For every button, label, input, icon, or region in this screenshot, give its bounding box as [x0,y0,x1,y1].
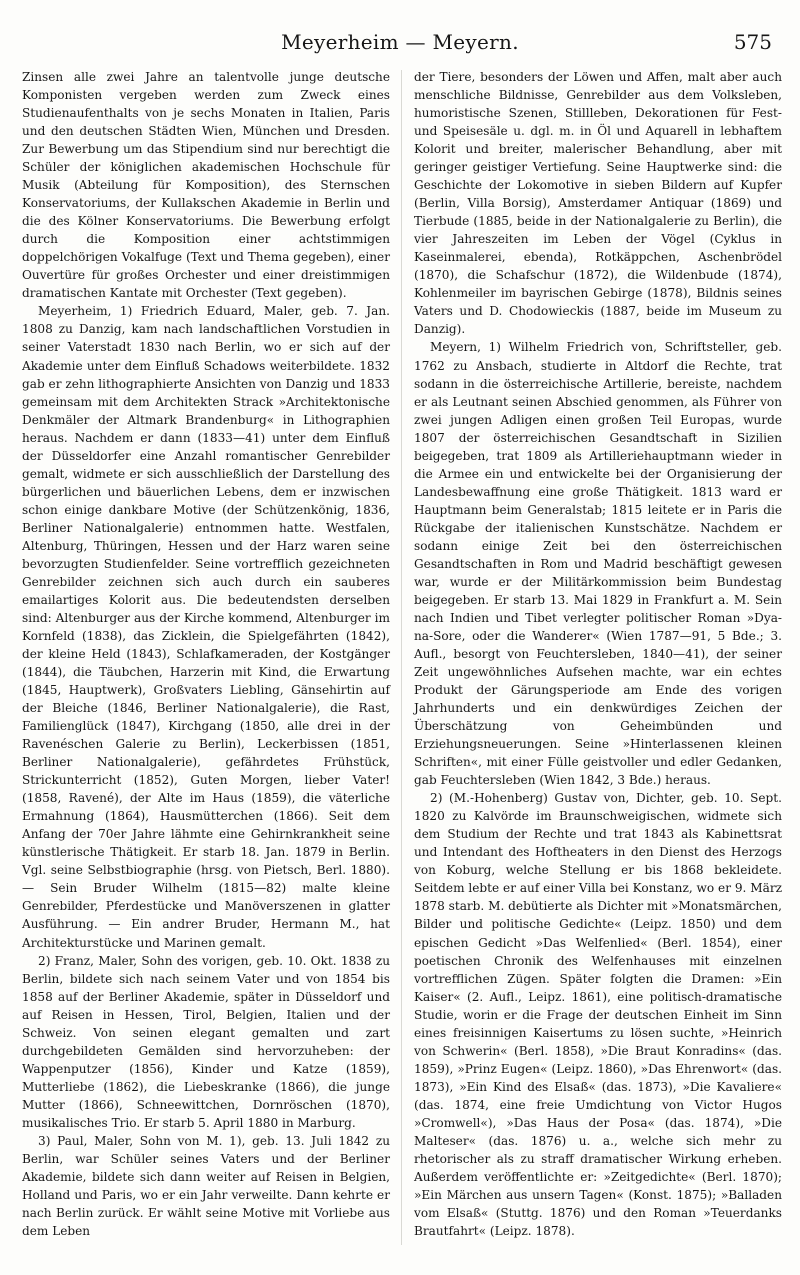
entry-meyern: Meyern, 1) Wilhelm Friedrich von, Schriftsteller, geb. 1762 zu Ansbach, studierte in Altdorf die Rechte, trat sodann in die österreichische Artillerie, bereiste, nachdem er als Leutnant seinen Abschied genommen, als Führer von zwei jungen Adligen einen großen Teil Europas, wurde 1807 der österreichischen Gesandtschaft in Sizilien beigegeben, trat 1809 als Artilleriehauptmann wieder in die Armee ein und entwickelte bei der Organisierung der Landesbewaffnung eine große Thätigkeit. 1813 ward er Hauptmann beim Generalstab; 1815 leitete er in Paris die Rückgabe der italienischen Kunstschätze. Nachdem er sodann einige Zeit bei den österreichischen Gesandtschaften in Rom und Madrid beschäftigt gewesen war, wurde er der Militärkommission beim Bundestag beigegeben. Er starb 13. Mai 1829 in Frankfurt a. M. Sein nach Indien und Tibet verlegter politischer Roman »Dya-na-Sore, oder die Wanderer« (Wien 1787—91, 5 Bde.; 3. Aufl., besorgt von Feuchtersleben, 1840—41), der seiner Zeit ungewöhnliches Aufsehen machte, war ein echtes Produkt der Gärungsperiode am Ende des vorigen Jahrhunderts und ein denkwürdiges Zeichen der Überschätzung von Geheimbünden und Erziehungsneuerungen. Seine »Hinterlassenen kleinen Schriften«, mit einer Fülle geistvoller und edler Gedanken, gab Feuchtersleben (Wien 1842, 3 Bde.) heraus. [414,340,782,788]
page-header [0,28,800,58]
column-divider [401,70,402,1245]
page-number: 575 [733,30,772,54]
entry-meyern-gustav: 2) (M.-Hohenberg) Gustav von, Dichter, geb. 10. Sept. 1820 zu Kalvörde im Braunschweigischen, widmete sich dem Studium der Rechte und trat 1843 als Kabinettsrat und Intendant des Hoftheaters in den Dienst des Herzogs von Koburg, welche Stellung er bis 1868 bekleidete. Seitdem lebte er auf einer Villa bei Konstanz, wo er 9. März 1878 starb. M. debütierte als Dichter mit »Monatsmärchen, Bilder und politische Gedichte« (Leipz. 1850) und dem epischen Gedicht »Das Welfenlied« (Berl. 1854), einer poetischen Chronik des Welfenhauses mit einzelnen vortrefflichen Zügen. Später folgten die Dramen: »Ein Kaiser« (2. Aufl., Leipz. 1861), eine politisch-dramatische Studie, worin er die Frage der deutschen Einheit im Sinn eines freisinnigen Kaisertums zu lösen suchte, »Heinrich von Schwerin« (Berl. 1858), »Die Braut Konradins« (das. 1859), »Prinz Eugen« (Leipz. 1860), »Das Ehrenwort« (das. 1873), »Ein Kind des Elsaß« (das. 1873), »Die Kavaliere« (das. 1874, eine freie Umdichtung von Victor Hugos »Cromwell«), »Das Haus der Posa« (das. 1874), »Die Malteser« (das. 1876) u. a., welche sich mehr zu rhetorischer als zu straff dramatischer Wirkung erheben. Außerdem veröffentlichte er: »Zeitgedichte« (Berl. 1870); »Ein Märchen aus unsern Tagen« (Konst. 1875); »Balladen vom Elsaß« (Stuttg. 1876) und den Roman »Teuerdanks Brautfahrt« (Leipz. 1878). [414,791,783,1238]
paragraph: Zinsen alle zwei Jahre an talentvolle junge deutsche Komponisten vergeben werden zum Zweck eines Studienaufenthalts von je sechs Monaten in Italien, Paris und den deutschen Städten Wien, München und Dresden. Zur Bewerbung um das Stipendium sind nur berechtigt die Schüler der königlichen akademischen Hochschule für Musik (Abteilung für Komposition), des Sternschen Konservatoriums, der Kullakschen Akademie in Berlin und die des Kölner Konservatoriums. Die Bewerbung erfolgt durch die Komposition einer achtstimmigen doppelchörigen Vokalfuge (Text und Thema gegeben), einer Ouvertüre für großes Orchester und einer dreistimmigen dramatischen Kantate mit Orchester (Text gegeben). [22,70,390,301]
running-head: Meyerheim — Meyern. [281,30,519,54]
entry-meyerheim: Meyerheim, 1) Friedrich Eduard, Maler, geb. 7. Jan. 1808 zu Danzig, kam nach landschaftlichen Vorstudien in seiner Vaterstadt 1830 nach Berlin, wo er sich auf der Akademie unter dem Einfluß Schadows weiterbildete. 1832 gab er zehn lithographierte Ansichten von Danzig und 1833 gemeinsam mit dem Architekten Strack »Architektonische Denkmäler der Altmark Brandenburg« in Lithographien heraus. Nachdem er dann (1833—41) unter dem Einfluß der Düsseldorfer eine Anzahl romantischer Genrebilder gemalt, widmete er sich ausschließlich der Darstellung des bürgerlichen und bäuerlichen Lebens, dem er inzwischen schon einige dankbare Motive (der Schützenkönig, 1836, Berliner Nationalgalerie) entnommen hatte. Westfalen, Altenburg, Thüringen, Hessen und der Harz waren seine bevorzugten Studienfelder. Seine vortrefflich gezeichneten Genrebilder zeichnen sich auch durch ein sauberes emailartiges Kolorit aus. Die bedeutendsten derselben sind: Altenburger aus der Kirche kommend, Altenburger im Kornfeld (1838), das Zicklein, die Spielgefährten (1842), der kleine Held (1843), Schlafkameraden, der Kostgänger (1844), die Täubchen, Harzerin mit Kind, die Erwartung (1845, Hauptwerk), Großvaters Liebling, Gänsehirtin auf der Bleiche (1846, Berliner Nationalgalerie), die Rast, Familienglück (1847), Kirchgang (1850, alle drei in der Ravenéschen Galerie zu Berlin), Leckerbissen (1851, Berliner Nationalgalerie), gefährdetes Frühstück, Strickunterricht (1852), Guten Morgen, lieber Vater! (1858, Ravené), der Alte im Haus (1859), die väterliche Ermahnung (1864), Hausmütterchen (1866). Seit dem Anfang der 70er Jahre lähmte eine Gehirnkrankheit seine künstlerische Thätigkeit. Er starb 18. Jan. 1879 in Berlin. Vgl. seine Selbstbiographie (hrsg. von Pietsch, Berl. 1880). — Sein Bruder Wilhelm (1815—82) malte kleine Genrebilder, Pferdestücke und Manöverszenen in glatter Ausführung. — Ein andrer Bruder, Hermann M., hat Architekturstücke und Marinen gemalt. [22,304,390,950]
entry-meyerheim-paul: 3) Paul, Maler, Sohn von M. 1), geb. 13. Juli 1842 zu Berlin, war Schüler seines Vaters und der Berliner Akademie, bildete sich dann weiter auf Reisen in Belgien, Holland und Paris, wo er ein Jahr verweilte. Dann kehrte er nach Berlin zurück. Er wählt seine Motive mit Vorliebe aus dem Leben [22,1133,390,1238]
left-column [22,68,390,1240]
entry-meyerheim-franz: 2) Franz, Maler, Sohn des vorigen, geb. 10. Okt. 1838 zu Berlin, bildete sich nach seinem Vater und von 1854 bis 1858 auf der Berliner Akademie, später in Düsseldorf und auf Reisen in Hessen, Tirol, Belgien, Italien und der Schweiz. Von seinen elegant gemalten und zart durchgebildeten Gemälden sind hervorzuheben: der Wappenputzer (1856), Kinder und Katze (1859), Mutterliebe (1862), die Liebeskranke (1866), die junge Mutter (1866), Schneewittchen, Dornröschen (1870), musikalisches Trio. Er starb 5. April 1880 in Marburg. [22,953,390,1130]
right-column [414,68,782,1240]
paragraph: der Tiere, besonders der Löwen und Affen, malt aber auch menschliche Bildnisse, Genrebilder aus dem Volksleben, humoristische Szenen, Stillleben, Dekorationen für Fest- und Speisesäle u. dgl. m. in Öl und Aquarell in lebhaftem Kolorit und breiter, malerischer Behandlung, aber mit geringer geistiger Vertiefung. Seine Hauptwerke sind: die Geschichte der Lokomotive in sieben Bildern auf Kupfer (Berlin, Villa Borsig), Amsterdamer Antiquar (1869) und Tierbude (1885, beide in der Nationalgalerie zu Berlin), die vier Jahreszeiten im Leben der Vögel (Cyklus in Kaseinmalerei, ebenda), Rotkäppchen, Aschenbrödel (1870), die Schafschur (1872), die Wildenbude (1874), Kohlenmeiler im bayrischen Gebirge (1878), Bildnis seines Vaters und D. Chodowieckis (1887, beide im Museum zu Danzig). [414,70,782,337]
